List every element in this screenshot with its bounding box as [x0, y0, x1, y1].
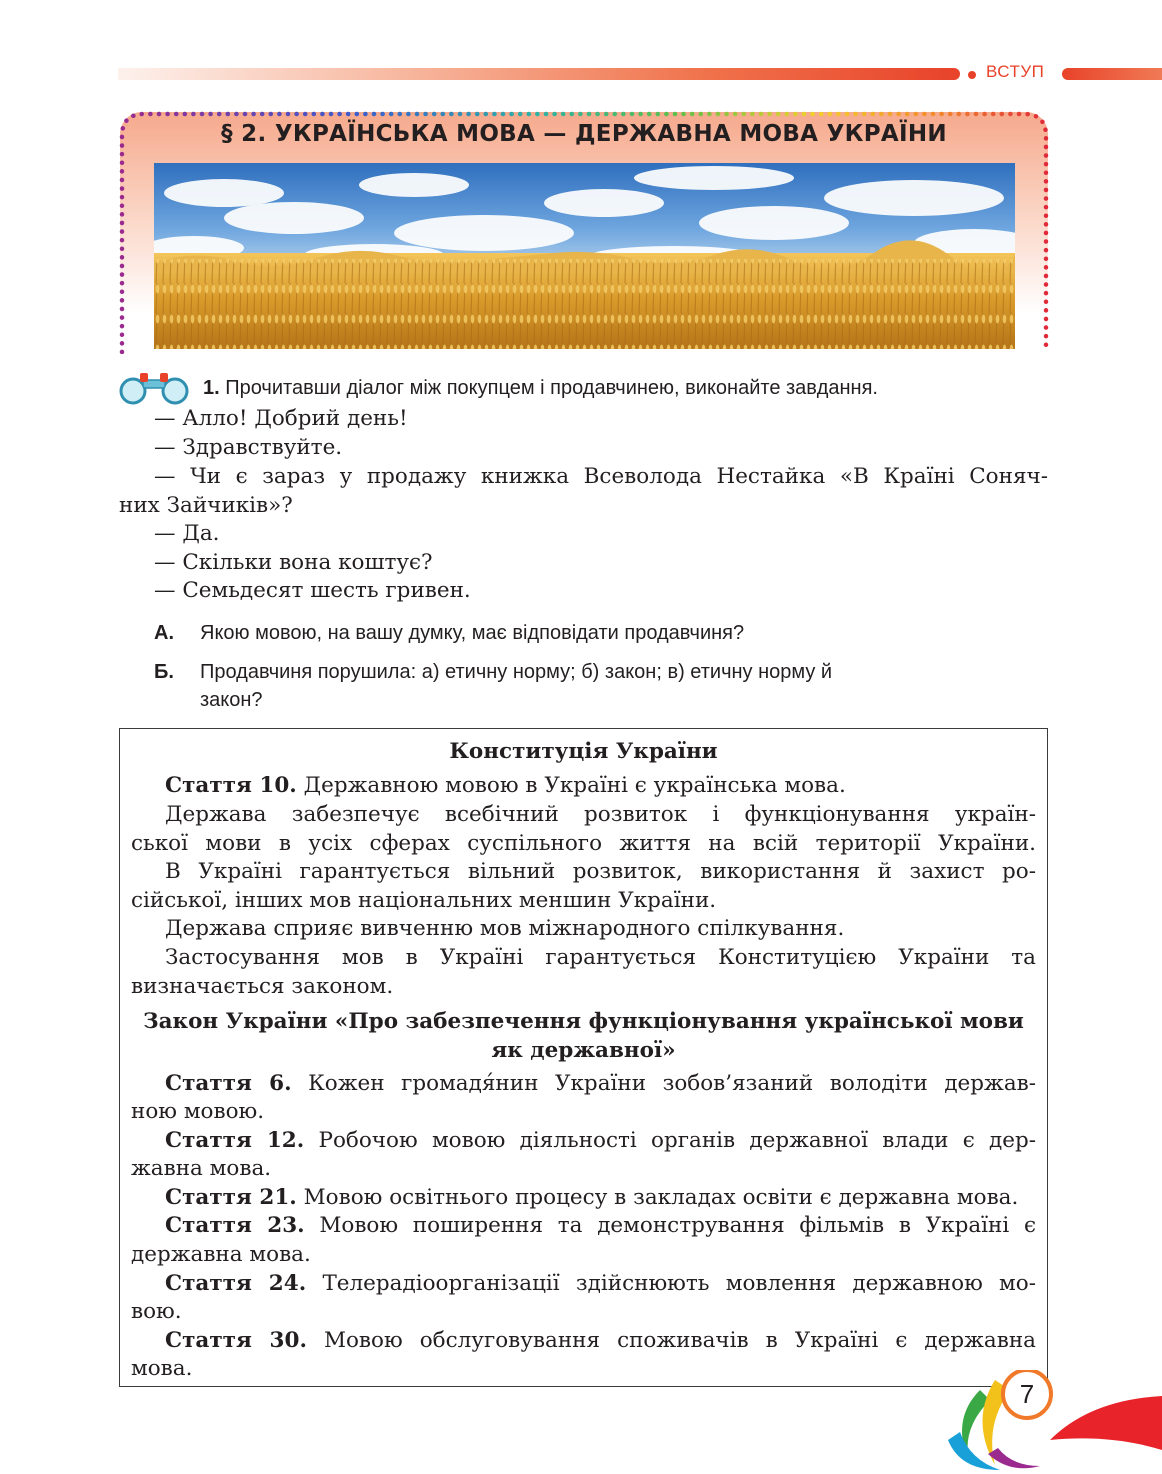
article-label: Стаття 12. [165, 1128, 305, 1153]
article-text: Робочою мовою діяльності органів державної влади є дер- [304, 1128, 1036, 1153]
article-12 [131, 1126, 1036, 1155]
dialog-line: — Чи є зараз у продажу книжка Всеволода Нестайка «В Країні Соняч- [154, 464, 1048, 489]
option-text-b: Продавчиня порушила: а) етичну норму; б) закон; в) етичну норму й [200, 661, 833, 683]
article-23 [131, 1211, 1036, 1240]
paragraph-line: сійської, інших мов національних меншин України. [131, 888, 717, 913]
task-number: 1. [203, 377, 220, 399]
paragraph-line: визначається законом. [131, 974, 394, 999]
binoculars-icon [118, 370, 190, 406]
header-band [118, 68, 960, 80]
article-label: Стаття 10. [165, 773, 297, 798]
paragraph-line: мова. [131, 1356, 193, 1381]
constitution-title: Конституція України [449, 739, 718, 764]
article-text: Кожен громадя́нин України зобов’язаний володіти держав- [291, 1071, 1037, 1096]
dialog-line: — Да. [154, 521, 220, 546]
article-text: Мовою обслуговування споживачів в Україні є державна [306, 1328, 1036, 1353]
option-letter-a: А. [154, 622, 174, 644]
article-24 [131, 1269, 1036, 1298]
option-text-b-cont: закон? [200, 689, 263, 711]
dialog-line: — Семьдесят шесть гривен. [154, 578, 471, 603]
article-label: Стаття 30. [165, 1328, 307, 1353]
header-section-label: ВСТУП [986, 62, 1045, 81]
paragraph-line: В Україні гарантується вільний розвиток, використання й захист ро- [165, 859, 1036, 884]
article-6 [131, 1069, 1036, 1098]
task-text: Прочитавши діалог між покупцем і продавчинею, виконайте завдання. [225, 377, 878, 399]
article-label: Стаття 6. [165, 1071, 292, 1096]
option-letter-b: Б. [154, 661, 174, 683]
article-text: Державною мовою в Україні є українська мова. [296, 773, 846, 798]
article-text: Телерадіоорганізації здійснюють мовлення державною мо- [306, 1271, 1036, 1296]
page-number: 7 [1019, 1379, 1035, 1409]
section-title: § 2. УКРАЇНСЬКА МОВА — ДЕРЖАВНА МОВА УКРАЇНИ [221, 121, 947, 147]
article-label: Стаття 23. [165, 1213, 305, 1238]
article-21 [131, 1183, 1036, 1212]
paragraph-line: жавна мова. [131, 1156, 272, 1181]
law-title-cont: як державної» [491, 1038, 676, 1063]
article-label: Стаття 24. [165, 1271, 307, 1296]
article-10 [131, 771, 1036, 800]
paragraph-line: Держава забезпечує всебічний розвиток і функціонування україн- [165, 802, 1036, 827]
dialog-line: — Здравствуйте. [154, 435, 343, 460]
paragraph-line: ною мовою. [131, 1099, 265, 1124]
paragraph-line: Застосування мов в Україні гарантується Конституцією України та [165, 945, 1036, 970]
article-text: Мовою освітнього процесу в закладах освіти є державна мова. [296, 1185, 1019, 1210]
paragraph-line: ської мови в усіх сферах суспільного життя на всій території України. [131, 831, 1036, 856]
wheat-field-banner [154, 163, 1015, 349]
article-30 [131, 1326, 1036, 1355]
dialog-line: — Скільки вона коштує? [154, 550, 433, 575]
dialog-line: них Зайчиків»? [119, 493, 293, 518]
paragraph-line: вою. [131, 1299, 182, 1324]
dialog-line: — Алло! Добрий день! [154, 406, 408, 431]
law-title: Закон України «Про забезпечення функціонування української мови [143, 1009, 1024, 1034]
option-text-a: Якою мовою, на вашу думку, має відповідати продавчиня? [200, 622, 745, 644]
article-label: Стаття 21. [165, 1185, 297, 1210]
page-corner-decoration [940, 1370, 1162, 1474]
header-dot [968, 71, 976, 79]
paragraph-line: державна мова. [131, 1242, 311, 1267]
header-band-right [1062, 68, 1162, 80]
task-instruction [203, 377, 878, 400]
article-text: Мовою поширення та демонстрування фільмів в Україні є [304, 1213, 1036, 1238]
paragraph-line: Держава сприяє вивченню мов міжнародного спілкування. [165, 916, 845, 941]
